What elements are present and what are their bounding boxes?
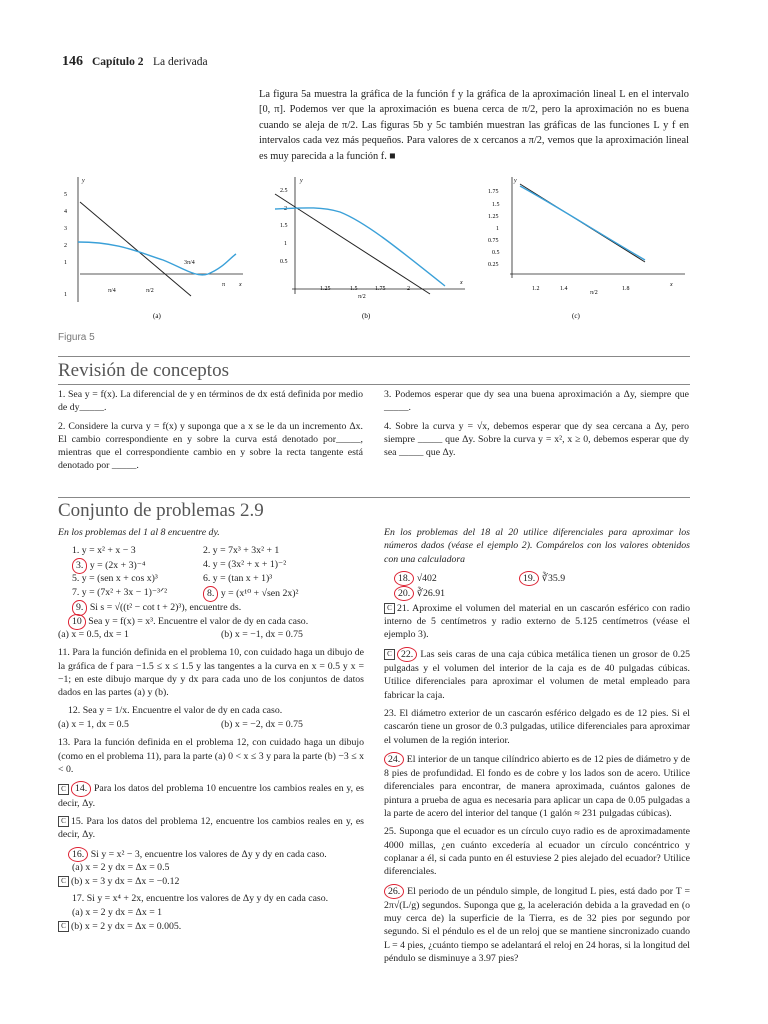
problem-26: El periodo de un péndulo simple, de longitud L pies, está dado por T = 2π√(L/g) segundos. Suponga que g, la aceleración debida a la gravedad en (o muy cerca de) la superficie de la Tierra, es de 32 pies por segundo por segundo. Si el péndulo es el de un reloj que se mantiene sincronizado cuando L = 4 pies, ¿cuánto tiempo se adelantará el reloj en 24 horas, si la longitud del péndulo se disminuye a 3.97 pies? <box>384 885 690 965</box>
figure-a <box>58 172 248 320</box>
problems-title: Conjunto de problemas 2.9 <box>58 500 264 521</box>
tick-c-05: 0.5 <box>492 250 500 256</box>
tick-c-14: 1.4 <box>560 286 568 292</box>
tick-c-1: 1 <box>496 226 499 232</box>
figure-caption: Figura 5 <box>58 332 95 343</box>
problem-7: 7. y = (7x² + 3x − 1)⁻³ᐟ² <box>72 587 168 599</box>
problem-8-circle: 8. <box>203 586 218 601</box>
tick-c-15: 1.5 <box>492 202 500 208</box>
problem-3: y = (2x + 3)⁻⁴ <box>89 560 146 572</box>
problem-17b: (b) x = 2 y dx = Δx = 0.005. <box>71 920 182 932</box>
tick-c-075: 0.75 <box>488 238 499 244</box>
problem-23: 23. El diámetro exterior de un cascarón esférico delgado es de 12 pies. Si el cascarón tiene un grosor de 0.3 pulgadas, utilice diferenciales para aproximar el volumen de la región interior. <box>384 707 690 746</box>
problem-20: ∛26.91 <box>416 587 445 599</box>
page-number: 146 <box>62 54 83 69</box>
problem-10-circle: 10 <box>68 614 86 629</box>
problem-16: Si y = x² − 3, encuentre los valores de Δy y dy en cada caso. <box>90 848 327 860</box>
figure-b <box>270 172 470 320</box>
tick-a-3: 3 <box>64 226 67 232</box>
tick-c-025: 0.25 <box>488 262 499 268</box>
tick-b-125: 1.25 <box>320 286 331 292</box>
review-q2: 2. Considere la curva y = f(x) y suponga que a x se le da un incremento Δx. El cambio correspondiente en y sobre la curva está denotado por_____, mientras que el correspondiente cambio en y sobre la recta tangente está denotado por _____. <box>58 420 363 472</box>
problem-13: 13. Para la función definida en el problema 12, con cuidado haga un dibujo (como en el problema 11), para la parte (a) 0 < x ≤ 3 y para la parte (b) −3 ≤ x < 0. <box>58 737 364 776</box>
problem-26-circle: 26. <box>384 884 404 899</box>
problem-19: ∛35.9 <box>541 572 566 584</box>
problem-22-circle: 22. <box>397 647 417 662</box>
curve-c <box>520 186 645 260</box>
review-q3: 3. Podemos esperar que dy sea una buena aproximación a Δy, siempre que _____. <box>384 389 689 414</box>
chapter-label: Capítulo 2 <box>92 56 144 68</box>
tick-b-pi2: π/2 <box>358 294 366 300</box>
review-title: Revisión de conceptos <box>58 360 229 381</box>
tick-b-0.5: 0.5 <box>280 259 288 265</box>
problem-9-circle: 9. <box>72 600 87 615</box>
calculator-icon: C <box>384 603 395 614</box>
tick-c-12: 1.2 <box>532 286 540 292</box>
axis-b-y: y <box>300 178 303 184</box>
tick-b-2: 2 <box>284 206 287 212</box>
problems-left <box>58 526 364 934</box>
tick-b-15: 1.5 <box>350 286 358 292</box>
problem-25: 25. Suponga que el ecuador es un círculo cuyo radio es de aproximadamente 4000 millas, ¿en cuánto excedería al ecuador un círculo concéntrico y coplanar a él, si cada punto en él estuviese 2 pies alejado del ecuador? Utilice diferenciales. <box>384 826 690 878</box>
axis-a-y: y <box>82 178 85 184</box>
review-left <box>58 388 363 478</box>
tick-a-pi4: π/4 <box>108 288 116 294</box>
tick-c-pi2: π/2 <box>590 290 598 296</box>
problem-24-circle: 24. <box>384 752 404 767</box>
problem-12b: (b) x = −2, dx = 0.75 <box>221 719 303 731</box>
axis-c-y: y <box>514 178 517 184</box>
calculator-icon: C <box>58 921 69 932</box>
divider-problems <box>58 497 690 498</box>
problem-15: 15. Para los datos del problema 12, encuentre los cambios reales en y, es decir, Δy. <box>58 815 364 841</box>
problem-12: 12. Sea y = 1/x. Encuentre el valor de dy en cada caso. <box>68 705 283 717</box>
calculator-icon: C <box>58 816 69 827</box>
axis-b-x: x <box>460 280 463 286</box>
figure-c <box>480 172 690 320</box>
tick-b-2.5: 2.5 <box>280 188 288 194</box>
curve-b <box>275 208 445 286</box>
problem-9: Si s = √((t² − cot t + 2)³), encuentre ds. <box>89 602 242 614</box>
right-intro: En los problemas del 18 al 20 utilice diferenciales para aproximar los números dados (véase el ejemplo 2). Compárelos con los valores obtenidos con una calculadora <box>384 527 690 565</box>
problem-1: 1. y = x² + x − 3 <box>72 545 136 557</box>
divider-review-bottom <box>58 384 690 385</box>
tick-a-3pi4: 3π/4 <box>184 260 195 266</box>
tick-b-2x: 2 <box>407 286 410 292</box>
calculator-icon: C <box>58 876 69 887</box>
tick-b-1.5: 1.5 <box>280 223 288 229</box>
problem-12a: (a) x = 1, dx = 0.5 <box>58 719 129 731</box>
problem-16a: (a) x = 2 y dx = Δx = 0.5 <box>72 861 170 873</box>
problem-18: √402 <box>416 572 437 584</box>
review-q1: 1. Sea y = f(x). La diferencial de y en términos de dx está definida por medio de dy_____. <box>58 389 363 414</box>
tick-c-175: 1.75 <box>488 189 499 195</box>
problem-4: 4. y = (3x² + x + 1)⁻² <box>203 559 287 571</box>
divider-review <box>58 356 690 357</box>
problem-8: y = (x¹⁰ + √sen 2x)² <box>220 588 299 600</box>
problems-right <box>384 526 690 970</box>
axis-c-x: x <box>670 282 673 288</box>
problem-3-circle: 3. <box>72 558 87 573</box>
tick-c-125: 1.25 <box>488 214 499 220</box>
problem-17: 17. Si y = x⁴ + 2x, encuentre los valores de Δy y dy en cada caso. <box>72 892 329 904</box>
problem-24: El interior de un tanque cilíndrico abierto es de 12 pies de diámetro y de 8 pies de profundidad. El fondo es de cobre y los lados son de acero. Utilice diferenciales para encontrar, de manera aproximada, cuántos galones de pintura a prueba de agua es necesaria para aplicar un capa de 0.05 pulgadas a la parte de acero del interior del tanque (1 galón ≈ 231 pulgadas cúbicas). <box>384 753 690 820</box>
problem-14-circle: 14. <box>71 781 91 796</box>
left-intro: En los problemas del 1 al 8 encuentre dy. <box>58 527 220 538</box>
curve-a <box>78 242 236 275</box>
tick-a-2: 2 <box>64 243 67 249</box>
problem-19-circle: 19. <box>519 571 539 586</box>
tick-a-5: 5 <box>64 192 67 198</box>
problem-21: 21. Aproxime el volumen del material en un cascarón esférico con radio interno de 5 centímetros y radio externo de 5.125 centímetros (véase el ejemplo 3). <box>384 602 690 641</box>
problem-22: Las seis caras de una caja cúbica metálica tienen un grosor de 0.25 pulgadas y el volumen del interior de la caja es de 40 pulgadas cúbicas. Utilice diferenciales para aproximar el volumen de metal empleado para fabricar la caja. <box>384 648 690 701</box>
problem-14: Para los datos del problema 10 encuentre los cambios reales en y, es decir, Δy. <box>58 783 364 809</box>
chapter-title: La derivada <box>153 56 208 68</box>
tick-a-neg1: 1 <box>64 292 67 298</box>
tick-b-1: 1 <box>284 241 287 247</box>
tick-c-18: 1.8 <box>622 286 630 292</box>
tick-a-pi2: π/2 <box>146 288 154 294</box>
problem-10: Sea y = f(x) = x³. Encuentre el valor de dy en cada caso. <box>88 616 309 628</box>
tick-a-4: 4 <box>64 209 67 215</box>
tangent-line-b <box>275 194 430 294</box>
problem-5: 5. y = (sen x + cos x)³ <box>72 573 158 585</box>
label-c: (c) <box>572 312 580 320</box>
label-b: (b) <box>362 312 371 320</box>
label-a: (a) <box>153 312 161 320</box>
problem-18-circle: 18. <box>394 571 414 586</box>
calculator-icon: C <box>384 649 395 660</box>
tick-a-pi: π <box>222 282 226 288</box>
review-right <box>384 388 689 464</box>
problem-6: 6. y = (tan x + 1)³ <box>203 573 273 585</box>
problem-2: 2. y = 7x³ + 3x² + 1 <box>203 545 280 557</box>
tangent-line-a <box>80 202 191 296</box>
problem-16b: (b) x = 3 y dx = Δx = −0.12 <box>71 875 180 887</box>
problem-10a: (a) x = 0.5, dx = 1 <box>58 629 129 641</box>
calculator-icon: C <box>58 784 69 795</box>
tick-b-175: 1.75 <box>375 286 386 292</box>
axis-a-x: x <box>239 282 242 288</box>
problem-11: 11. Para la función definida en el problema 10, con cuidado haga un dibujo de la gráfica de f para −1.5 ≤ x ≤ 1.5 y las tangentes a la curva en x = 0.5 y x = −1; en este dibujo marque dy y dx para cada uno de los conjuntos de datos dados en las partes (a) y (b). <box>58 647 364 699</box>
problem-16-circle: 16. <box>68 847 88 862</box>
intro-paragraph: La figura 5a muestra la gráfica de la función f y la gráfica de la aproximación lineal L en el intervalo [0, π]. Podemos ver que la aproximación es buena cerca de π/2, pero la aproximación no es buena cuando se aleja de π/2. Las figuras 5b y 5c también muestran las gráficas de las funciones L y f en intervalos cada vez más pequeños. Para valores de x cercanos a π/2, vemos que la aproximación lineal es muy parecida a la función f. ■ <box>259 89 689 162</box>
tick-a-1: 1 <box>64 260 67 266</box>
problem-10b: (b) x = −1, dx = 0.75 <box>221 629 303 641</box>
problem-17a: (a) x = 2 y dx = Δx = 1 <box>72 906 163 918</box>
problem-20-circle: 20. <box>394 586 414 601</box>
review-q4: 4. Sobre la curva y = √x, debemos esperar que dy sea cercana a Δy, pero siempre _____ que Δy. Sobre la curva y = x², x ≥ 0, debemos esperar que dy sea _____ que Δy. <box>384 420 689 459</box>
